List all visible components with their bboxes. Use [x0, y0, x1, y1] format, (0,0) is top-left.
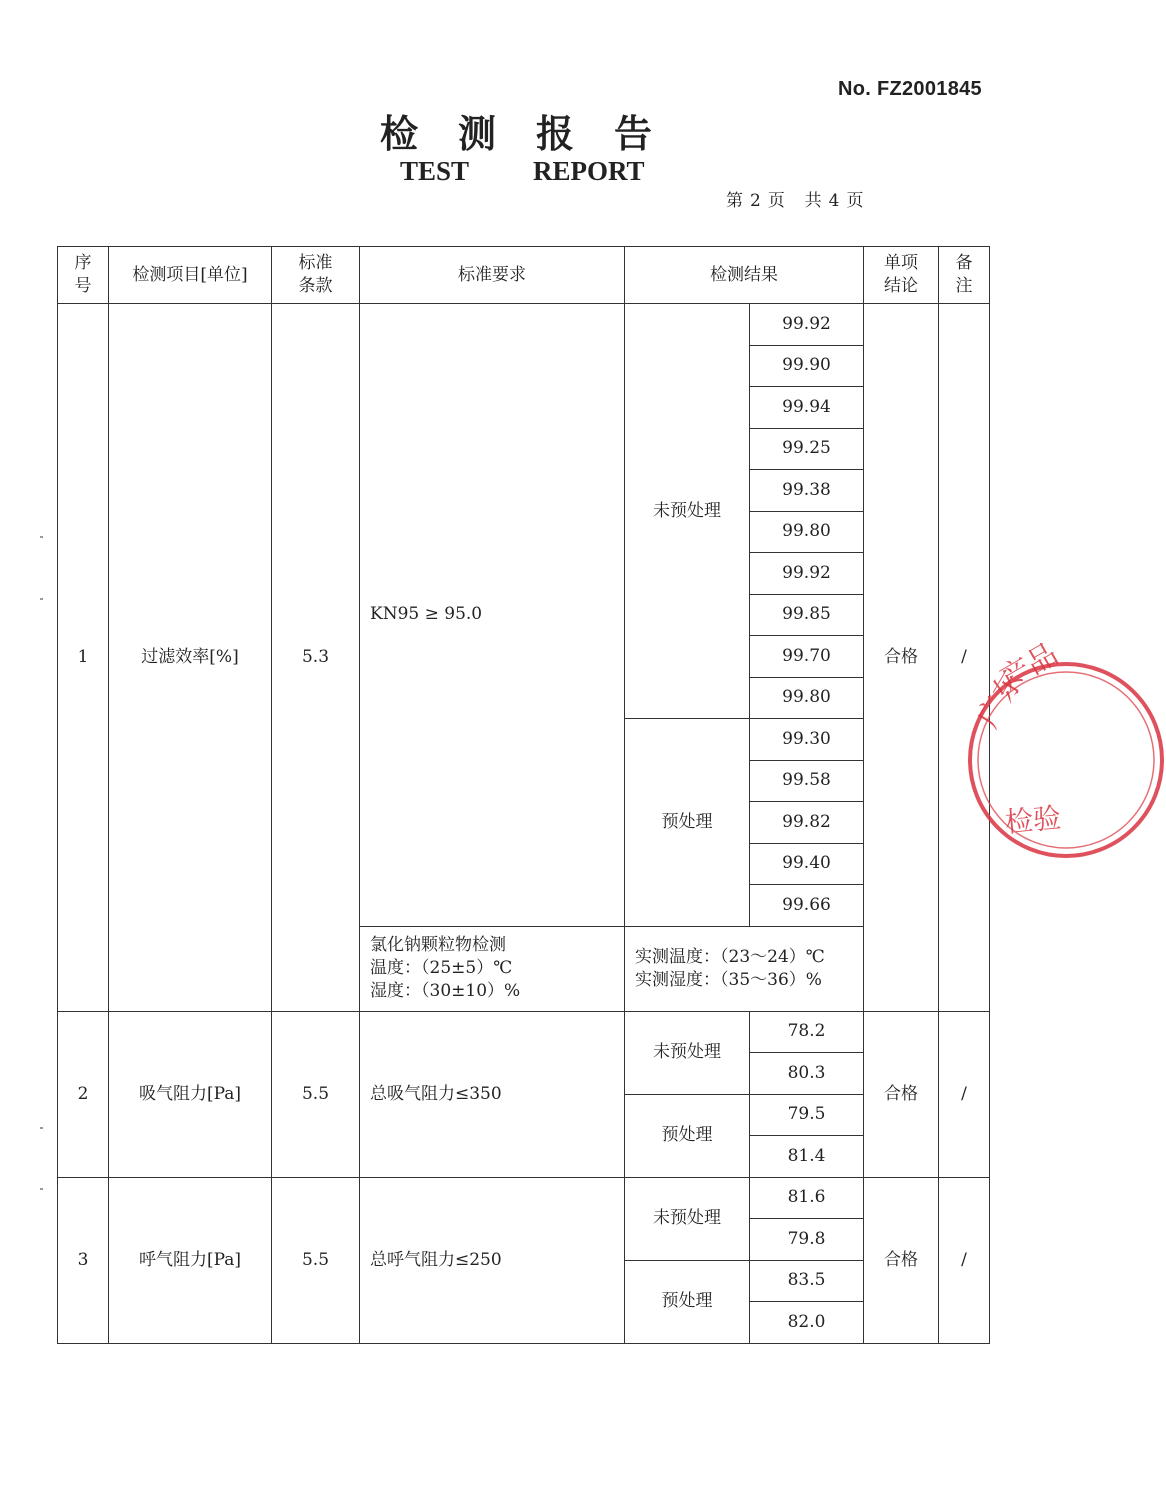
result-value: 99.40: [750, 843, 864, 885]
scan-mark: [40, 1188, 43, 1190]
result-value: 99.92: [750, 304, 864, 346]
inspection-seal-stamp: [966, 636, 1166, 860]
title-char: 测: [458, 112, 497, 156]
group-label-pretreated: 预处理: [625, 1094, 750, 1177]
page-indicator: 第 2 页 共 4 页: [726, 191, 865, 211]
result-value: 79.5: [750, 1094, 864, 1136]
row-item: 呼气阻力[Pa]: [109, 1177, 272, 1343]
result-value: 99.58: [750, 760, 864, 802]
header-result: 检测结果: [625, 247, 864, 304]
row-item: 过滤效率[%]: [109, 304, 272, 1012]
header-clause: 标准 条款: [272, 247, 360, 304]
header-seq: 序 号: [58, 247, 109, 304]
result-value: 99.90: [750, 345, 864, 387]
row-conclusion: 合格: [864, 304, 939, 1012]
result-value: 99.85: [750, 594, 864, 636]
result-value: 80.3: [750, 1053, 864, 1095]
table-row: [58, 1011, 990, 1053]
table-row: [58, 304, 990, 346]
svg-text:产品: 产品: [994, 636, 1064, 697]
test-report-table: [57, 246, 990, 1344]
row-seq: 3: [58, 1177, 109, 1343]
result-value: 99.38: [750, 470, 864, 512]
test-condition-actual: 实测温度：（23～24）℃ 实测湿度：（35～36）%: [625, 926, 864, 1011]
scan-mark: [40, 536, 43, 538]
title-char: 告: [614, 112, 653, 156]
result-value: 99.30: [750, 719, 864, 761]
row-note: /: [939, 1011, 990, 1177]
row-requirement: KN95 ≥ 95.0: [360, 304, 625, 927]
row-seq: 2: [58, 1011, 109, 1177]
row-requirement: 总吸气阻力≤350: [360, 1011, 625, 1177]
table-header-row: [58, 247, 990, 304]
test-condition-requirement: 氯化钠颗粒物检测 温度：（25±5）℃ 湿度：（30±10）%: [360, 926, 625, 1011]
result-value: 99.94: [750, 387, 864, 429]
result-value: 82.0: [750, 1302, 864, 1344]
header-note: 备 注: [939, 247, 990, 304]
result-value: 81.6: [750, 1177, 864, 1219]
report-title-en-report: REPORT: [533, 156, 645, 186]
group-label-pretreated: 预处理: [625, 1260, 750, 1343]
row-note: /: [939, 1177, 990, 1343]
scan-mark: [40, 1127, 43, 1129]
report-number: No. FZ2001845: [838, 78, 982, 100]
group-label-untreated: 未预处理: [625, 1011, 750, 1094]
title-char: 报: [536, 112, 575, 156]
result-value: 99.82: [750, 802, 864, 844]
svg-text:检验: 检验: [1003, 801, 1063, 839]
result-value: 81.4: [750, 1136, 864, 1178]
svg-text:广东: 广东: [970, 664, 1031, 734]
header-conclusion: 单项 结论: [864, 247, 939, 304]
group-label-untreated: 未预处理: [625, 1177, 750, 1260]
row-clause: 5.5: [272, 1177, 360, 1343]
row-clause: 5.5: [272, 1011, 360, 1177]
row-requirement: 总呼气阻力≤250: [360, 1177, 625, 1343]
row-conclusion: 合格: [864, 1177, 939, 1343]
table-row: [58, 1177, 990, 1219]
result-value: 99.66: [750, 885, 864, 927]
result-value: 99.25: [750, 428, 864, 470]
result-value: 99.80: [750, 677, 864, 719]
row-conclusion: 合格: [864, 1011, 939, 1177]
row-seq: 1: [58, 304, 109, 1012]
report-title-cn: [380, 103, 692, 158]
row-clause: 5.3: [272, 304, 360, 1012]
group-label-untreated: 未预处理: [625, 304, 750, 719]
row-note: /: [939, 304, 990, 1012]
result-value: 83.5: [750, 1260, 864, 1302]
header-item: 检测项目[单位]: [109, 247, 272, 304]
title-char: 检: [380, 112, 419, 156]
result-value: 79.8: [750, 1219, 864, 1261]
row-item: 吸气阻力[Pa]: [109, 1011, 272, 1177]
result-value: 78.2: [750, 1011, 864, 1053]
result-value: 99.92: [750, 553, 864, 595]
scan-mark: [40, 598, 43, 600]
result-value: 99.80: [750, 511, 864, 553]
group-label-pretreated: 预处理: [625, 719, 750, 927]
report-title-en-test: TEST: [400, 156, 470, 186]
result-value: 99.70: [750, 636, 864, 678]
header-requirement: 标准要求: [360, 247, 625, 304]
